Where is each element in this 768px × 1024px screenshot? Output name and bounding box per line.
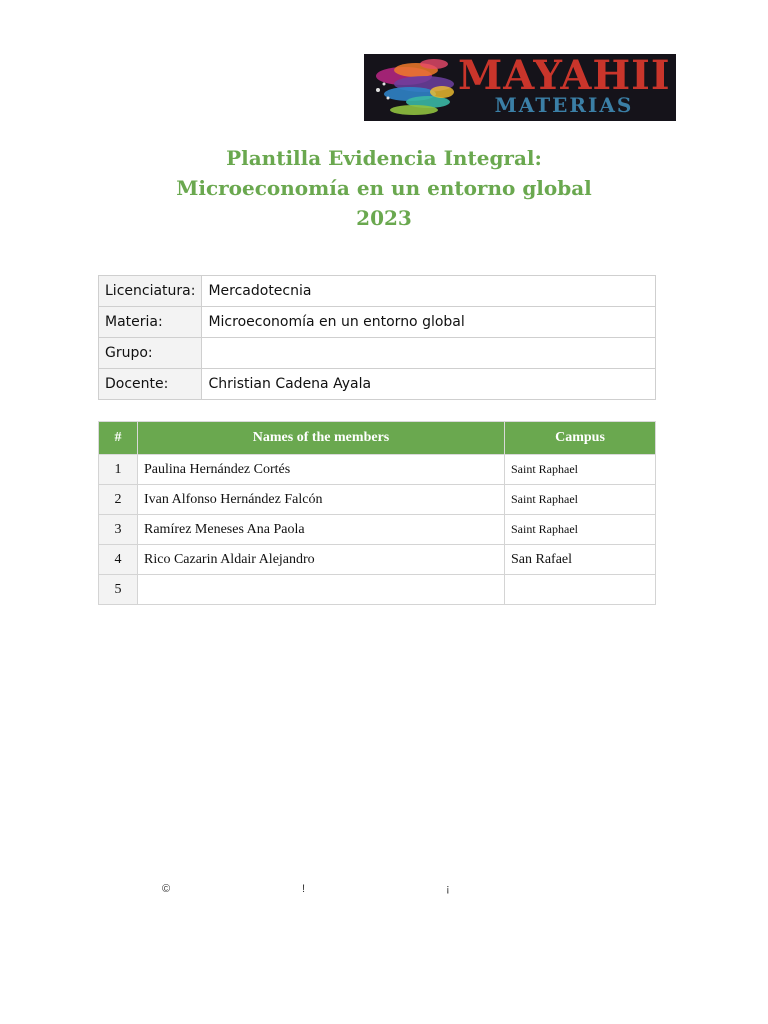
title-line-3: 2023 <box>356 206 412 230</box>
footer-mark-1: ! <box>302 883 306 895</box>
member-num: 5 <box>99 575 138 605</box>
logo-brand-text: MAYAHII <box>458 54 671 99</box>
info-label: Materia: <box>99 307 202 338</box>
footer-mark-2: ¡ <box>446 883 450 895</box>
document-title <box>0 143 768 233</box>
info-row <box>99 369 656 400</box>
info-value: Christian Cadena Ayala <box>202 369 656 400</box>
member-name: Paulina Hernández Cortés <box>138 455 505 485</box>
member-campus <box>505 575 656 605</box>
member-campus: Saint Raphael <box>505 455 656 485</box>
info-row <box>99 307 656 338</box>
table-row <box>99 455 656 485</box>
info-value: Mercadotecnia <box>202 276 656 307</box>
table-row <box>99 545 656 575</box>
title-line-2: Microeconomía en un entorno global <box>176 176 592 200</box>
info-value <box>202 338 656 369</box>
table-row <box>99 575 656 605</box>
info-value: Microeconomía en un entorno global <box>202 307 656 338</box>
member-campus: San Rafael <box>505 545 656 575</box>
mayahii-logo <box>364 54 676 121</box>
footer-copyright: © <box>162 883 171 895</box>
title-line-1: Plantilla Evidencia Integral: <box>226 146 542 170</box>
member-num: 2 <box>99 485 138 515</box>
member-campus: Saint Raphael <box>505 485 656 515</box>
member-campus: Saint Raphael <box>505 515 656 545</box>
member-num: 4 <box>99 545 138 575</box>
info-row <box>99 338 656 369</box>
info-row <box>99 276 656 307</box>
header-num: # <box>99 422 138 455</box>
info-label: Licenciatura: <box>99 276 202 307</box>
course-info-table <box>98 275 656 400</box>
member-name: Rico Cazarin Aldair Alejandro <box>138 545 505 575</box>
member-name: Ramírez Meneses Ana Paola <box>138 515 505 545</box>
header-campus: Campus <box>505 422 656 455</box>
logo-sub-text: MATERIAS <box>494 93 634 117</box>
header-name: Names of the members <box>138 422 505 455</box>
member-num: 1 <box>99 455 138 485</box>
table-row <box>99 485 656 515</box>
member-name: Ivan Alfonso Hernández Falcón <box>138 485 505 515</box>
members-table <box>98 421 656 605</box>
info-label: Docente: <box>99 369 202 400</box>
members-header-row <box>99 422 656 455</box>
member-name <box>138 575 505 605</box>
table-row <box>99 515 656 545</box>
info-label: Grupo: <box>99 338 202 369</box>
member-num: 3 <box>99 515 138 545</box>
